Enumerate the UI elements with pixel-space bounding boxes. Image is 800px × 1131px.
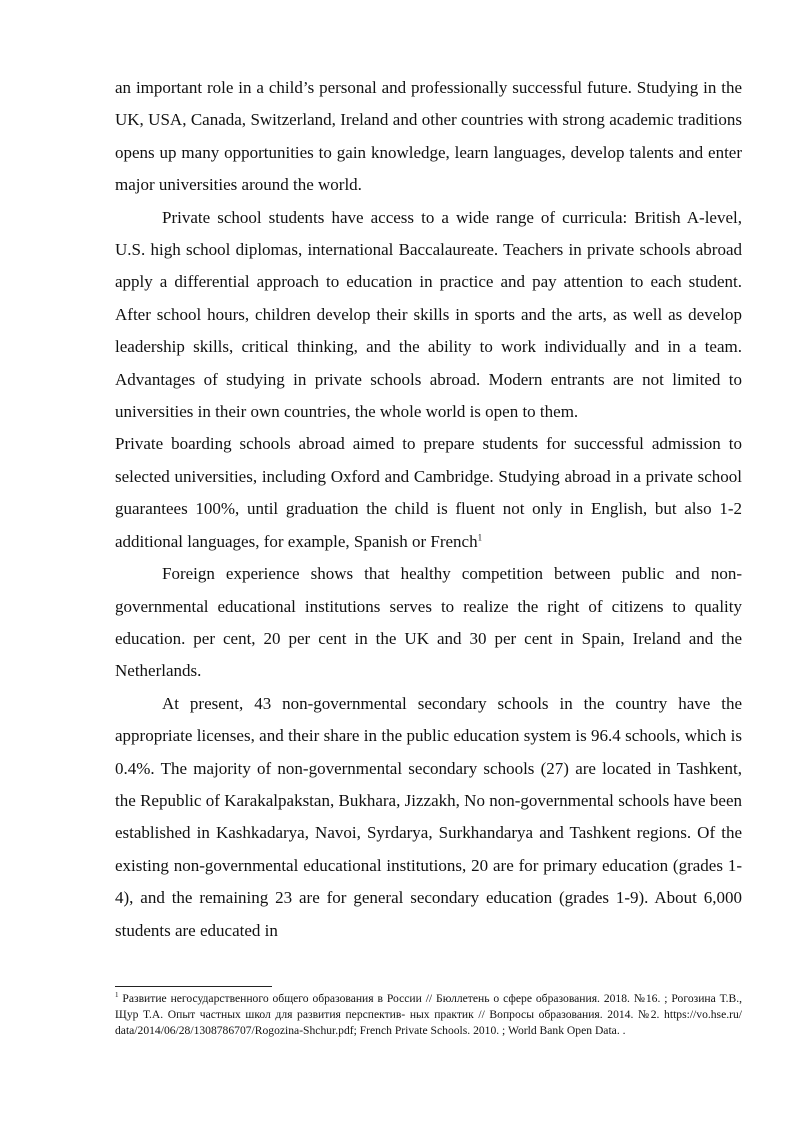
paragraph-2: Private school students have access to a wide range of curricula: British A-level, U.S. high school diplomas, international Baccalaureate. Teachers in private schools abroad apply a differential approach to education in practice and pay attention to each student. After school hours, children develop their skills in sports and the arts, as well as develop leadership skills, critical thinking, and the ability to work individually and in a team. Advantages of studying in private schools abroad. Modern entrants are not limited to universities in their own countries, the whole world is open to them. xyxy=(115,207,742,422)
paragraph-4: Foreign experience shows that healthy competition between public and non-governmental educational institutions serves to realize the right of citizens to quality education. per cent, 20 per cent in the UK and 30 per cent in Spain, Ireland and the Netherlands. xyxy=(115,564,742,681)
footnote xyxy=(115,991,742,1040)
footnote-entry xyxy=(115,991,742,1040)
body-text xyxy=(115,72,742,947)
footnote-divider xyxy=(115,986,272,987)
footnote-reference[interactable]: 1 xyxy=(477,532,483,543)
footnote-marker: 1 xyxy=(115,991,119,1000)
paragraph-3 xyxy=(115,428,742,558)
footnote-text: Развитие негосударственного общего образования в России // Бюллетень о сфере образования. 2018. №16. ; Рогозина Т.В., Щур Т.А. Опыт частных школ для развития перспектив- ных практик // Вопросы образования. 2014. №2. https://vo.hse.ru/ data/2014/06/28/1308786707/Rogozina-Shchur.pdf; French Private Schools. 2010. ; World Bank Open Data. . xyxy=(115,992,742,1038)
paragraph-5: At present, 43 non-governmental secondary schools in the country have the appropriate licenses, and their share in the public education system is 96.4 schools, which is 0.4%. The majority of non-governmental secondary schools (27) are located in Tashkent, the Republic of Karakalpakstan, Bukhara, Jizzakh, No non-governmental schools have been established in Kashkadarya, Navoi, Syrdarya, Surkhandarya and Tashkent regions. Of the existing non-governmental educational institutions, 20 are for primary education (grades 1-4), and the remaining 23 are for general secondary education (grades 1-9). About 6,000 students are educated in xyxy=(115,693,742,940)
paragraph-1: an important role in a child’s personal and professionally successful future. Studying in the UK, USA, Canada, Switzerland, Ireland and other countries with strong academic traditions opens up many opportunities to gain knowledge, learn languages, develop talents and enter major universities around the world. xyxy=(115,78,742,195)
paragraph-3-text: Private boarding schools abroad aimed to prepare students for successful admission to selected universities, including Oxford and Cambridge. Studying abroad in a private school guarantees 100%, until graduation the child is fluent not only in English, but also 1-2 additional languages, for example, Spanish or French xyxy=(115,434,742,551)
